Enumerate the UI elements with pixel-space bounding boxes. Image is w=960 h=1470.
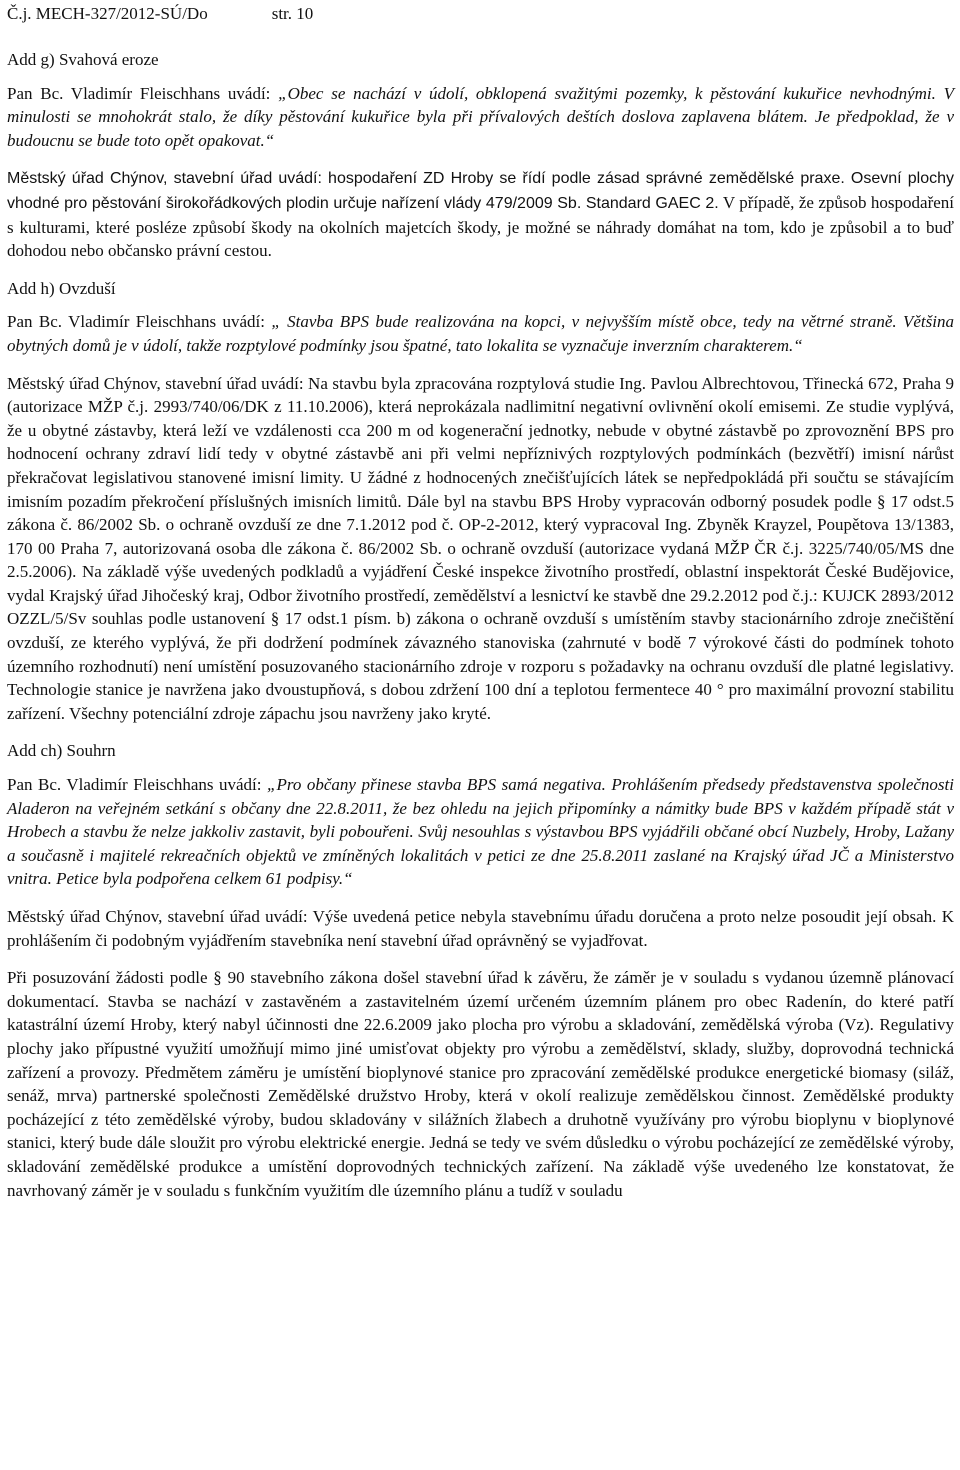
speaker-label: Pan Bc. Vladimír Fleischhans uvádí:: [7, 83, 271, 103]
speaker-label: Pan Bc. Vladimír Fleischhans uvádí:: [7, 775, 262, 795]
section-title-ch: Add ch) Souhrn: [7, 741, 116, 761]
paragraph-ch-office: Městský úřad Chýnov, stavební úřad uvádí: Výše uvedená petice nebyla stavebnímu úřadu doručena a proto nelze posoudit její obsah. K prohlášením či podobným vyjádřením stavebníka není stavební úřad oprávněný se vyjadřovat.: [7, 907, 954, 950]
paragraph-h-office: Městský úřad Chýnov, stavební úřad uvádí: Na stavbu byla zpracována rozptylová studie Ing. Pavlou Albrechtovou, Třinecká 672, Praha 9 (autorizace MŽP č.j. 2993/740/06/DK z 11.10.2006), která neprokázala nadlimitní negativní ovlivnění okolí emisemi. Ze studie vyplývá, že u obytné zástavby, která leží ve vzdálenosti cca 200 m od kogenerační jednotky, nebude v obytné zástavbě po zprovoznění BPS pro hodnocení ochrany zdraví lidí tedy v obytné zástavbě ani při velmi nepříznivých rozptylových podmínkách (bezvětří) imisní nárůst překračovat legislativou stanovené imisní limity. U žádné z hodnocených znečišťujících látek se nepředpokládá při součtu se stávajícím imisním pozadím překročení příslušných imisních limitů. Dále byl na stavbu BPS Hroby vypracován odborný posudek podle § 17 odst.5 zákona č. 86/2002 Sb. o ochraně ovzduší ze dne 7.1.2012 pod č. OP-2-2012, který vypracoval Ing. Zbyněk Krayzel, Poupětova 13/1383, 170 00 Praha 7, autorizovaná osoba dle zákona č. 86/2002 Sb. o ochraně ovzduší (autorizace vydaná MŽP ČR č.j. 3225/740/05/MS dne 2.5.2006). Na základě výše uvedených podkladů a vyjádření České inspekce životního prostředí, oblastní inspektorát České Budějovice, vydal Krajský úřad Jihočeský kraj, Odbor životního prostředí, zemědělství a lesnictví ke stavbě dne 29.2.2012 pod č.j.: KUJCK 2893/2012 OZZL/5/Sv souhlas podle ustanovení § 17 odst.1 písm. b) zákona o ochraně ovzduší s umístěním stavby stacionárního zdroje znečištění ovzduší, ze kterého vyplývá, že při dodržení podmínek závazného stanoviska (zahrnuté v bodě 7 výrokové části do podmínek tohoto územního rozhodnutí) není umístění posuzovaného stacionárního zdroje v rozporu s požadavky na ochranu ovzduší dle platné legislativy. Technologie stanice je navržena jako dvoustupňová, s dobou zdržení 100 dní a teplotou fermentece 40 ° pro maximální provozní stabilitu zařízení. Všechny potenciální zdroje zápachu jsou navrženy jako kryté.: [7, 373, 954, 723]
paragraph-ch-citizen: [7, 773, 954, 891]
office-statement-cont: V případě, že způsob hospodaření s kulturami, které posléze způsobí škody na okolních majetcích škody, je možné se náhrady domáhat na tom, kdo je způsobil a to buď dohodou nebo občansko právní cestou.: [7, 192, 955, 261]
page-number: str. 10: [271, 4, 314, 23]
office-statement: Městský úřad Chýnov, stavební úřad uvádí: hospodaření ZD Hroby se řídí podle zásad správné zemědělské praxe. Osevní plochy vhodné pro pěstování širokořádkových plodin určuje nařízení vlády 479/2009 Sb. Standard GAEC 2.: [7, 170, 954, 212]
paragraph-g-citizen: [7, 82, 954, 153]
quoted-statement: „ Stavba BPS bude realizována na kopci, v nejvyšším místě obce, tedy na větrné straně. Většina obytných domů je v údolí, takže rozptylové podmínky jsou špatné, tato lokalita se vyznačuje inverzním charakterem.“: [7, 312, 954, 355]
paragraph-ch-assessment: Při posuzování žádosti podle § 90 stavebního zákona došel stavební úřad k závěru, že záměr je v souladu s vydanou územně plánovací dokumentací. Stavba se nachází v zastavěném a zastavitelném území určeném územním plánem pro obec Radenín, do které patří katastrální území Hroby, který nabyl účinnosti dne 22.6.2009 jako plocha pro výrobu a skladování, zemědělská výroba (Vz). Regulativy plochy jako přípustné využití umožňují mimo jiné umisťovat objekty pro výrobu a zemědělství, sklady, služby, doprovodná technická zařízení a provozy. Předmětem záměru je umístění bioplynové stanice pro zpracování zemědělské produkce energetické biomasy (siláž, senáž, mrva) partnerské společnosti Zemědělské družstvo Hroby, která v okolí realizuje zemědělskou činnost. Zemědělské produkty pocházející z této zemědělské výroby, budou skladovány v silážních žlabech a druhotně využívány pro výrobu bioplynu v bioplynové stanici, který bude dále sloužit pro výrobu elektrické energie. Jedná se tedy ve svém důsledku o výrobu pocházející ze zemědělské výroby, skladování zemědělské produkce a umístění doprovodných technických zařízení. Na základě výše uvedeného lze konstatovat, že navrhovaný záměr je v souladu s funkčním využitím dle územního plánu a tudíž v souladu: [7, 968, 954, 1200]
section-title-h: Add h) Ovzduší: [7, 278, 116, 298]
page-header: [7, 2, 954, 28]
reference-number: Č.j. MECH-327/2012-SÚ/Do: [7, 4, 208, 23]
section-title-g: Add g) Svahová eroze: [7, 50, 159, 69]
quoted-statement: „Obec se nachází v údolí, obklopená svažitými pozemky, k pěstování kukuřice nevhodnými. V minulosti se mnohokrát stalo, že díky pěstování kukuřice byla při přívalových deštích doslova zaplavena blátem. Je předpoklad, že v budoucnu se bude toto opět opakovat.“: [7, 83, 954, 150]
paragraph-g-office: [7, 166, 954, 262]
speaker-label: Pan Bc. Vladimír Fleischhans uvádí:: [7, 312, 265, 332]
paragraph-h-citizen: [7, 310, 954, 357]
quoted-statement: „Pro občany přinese stavba BPS samá negativa. Prohlášením předsedy představenstva společnosti Aladeron na veřejném setkání s občany dne 22.8.2011, že bez ohledu na jejich připomínky a námitky bude BPS v každém případě stát v Hrobech a stavbu že nelze jakkoliv zastavit, byli pobouřeni. Svůj nesouhlas s výstavbou BPS vyjádřili občané obcí Nuzbely, Hroby, Lažany a současně i majitelé rekreačních objektů ve zmíněných lokalitách v petici ze dne 25.8.2011 zaslané na Krajský úřad JČ a Ministerstvo vnitra. Petice byla podpořena celkem 61 podpisy.“: [7, 775, 954, 889]
